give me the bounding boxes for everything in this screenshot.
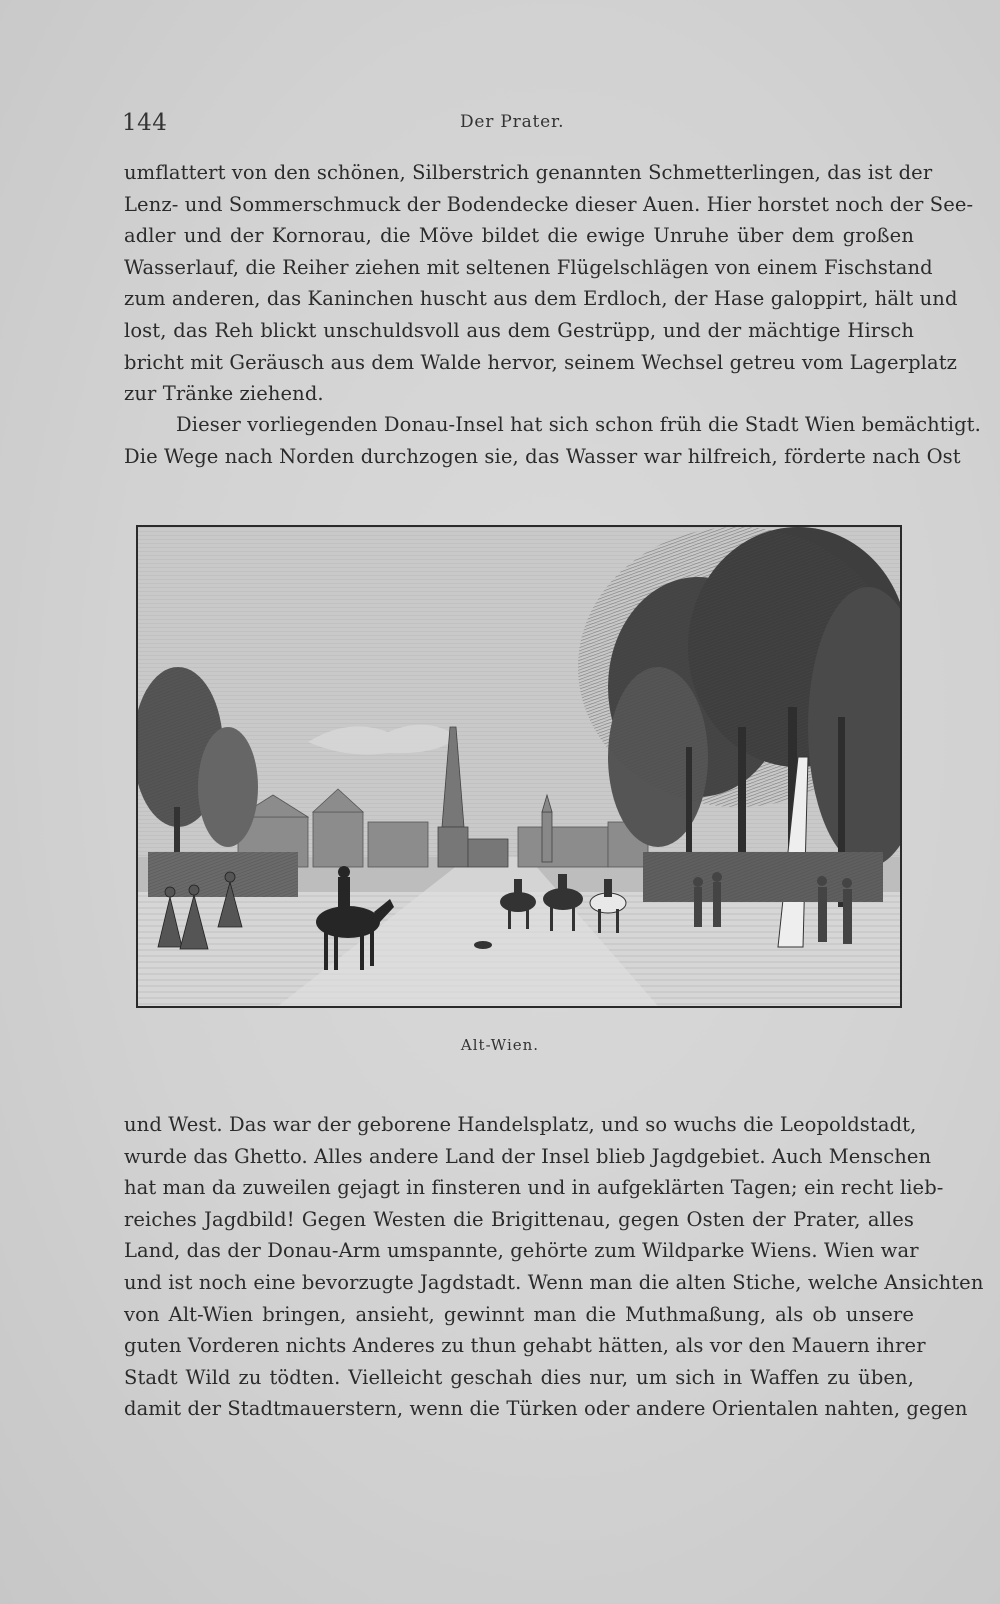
alt-wien-engraving — [138, 527, 900, 1006]
text-line: wurde das Ghetto. Alles andere Land der Insel blieb Jagdgebiet. Auch Menschen — [124, 1144, 932, 1168]
paragraph-middle — [124, 409, 981, 472]
paragraph-top — [124, 157, 974, 410]
text-line: Dieser vorliegenden Donau-Insel hat sich schon früh die Stadt Wien bemächtigt. — [176, 413, 981, 436]
text-line: guten Vorderen nichts Anderes zu thun gehabt hätten, als vor den Mauern ihrer — [124, 1334, 926, 1358]
text-line: Stadt Wild zu tödten. Vielleicht geschah dies nur, um sich in Waffen zu üben, — [124, 1365, 914, 1389]
running-head: Der Prater. — [460, 112, 565, 132]
text-line: bricht mit Geräusch aus dem Walde hervor, seinem Wechsel getreu vom Lagerplatz — [124, 350, 958, 374]
text-line: zum anderen, das Kaninchen huscht aus dem Erdloch, der Hase galoppirt, hält und — [124, 287, 958, 311]
text-line: und West. Das war der geborene Handelsplatz, und so wuchs die Leopoldstadt, — [124, 1113, 917, 1136]
text-line: Lenz- und Sommerschmuck der Bodendecke dieser Auen. Hier horstet noch der See- — [124, 192, 974, 216]
text-line: reiches Jagdbild! Gegen Westen die Brigittenau, gegen Osten der Prater, alles — [124, 1207, 914, 1231]
text-line: damit der Stadtmauerstern, wenn die Türken oder andere Orientalen nahten, gegen — [124, 1397, 968, 1421]
paragraph-bottom — [124, 1109, 984, 1425]
text-line: Wasserlauf, die Reiher ziehen mit seltenen Flügelschlägen von einem Fischstand — [124, 255, 933, 279]
page-number: 144 — [122, 110, 168, 136]
text-line: Land, das der Donau-Arm umspannte, gehörte zum Wildparke Wiens. Wien war — [124, 1239, 919, 1263]
text-line: von Alt-Wien bringen, ansieht, gewinnt man die Muthmaßung, als ob unsere — [124, 1302, 914, 1326]
text-line: umflattert von den schönen, Silberstrich genannten Schmetterlingen, das ist der — [124, 161, 933, 184]
engraving-illustration — [136, 525, 902, 1008]
text-line: zur Tränke ziehend. — [124, 382, 324, 406]
text-line: adler und der Kornorau, die Möve bildet die ewige Unruhe über dem großen — [124, 224, 914, 248]
figure-caption: Alt-Wien. — [460, 1036, 540, 1054]
dog — [474, 941, 492, 949]
text-line: und ist noch eine bevorzugte Jagdstadt. Wenn man die alten Stiche, welche Ansichten — [124, 1270, 984, 1294]
text-line: hat man da zuweilen gejagt in finsteren und in aufgeklärten Tagen; ein recht lieb- — [124, 1176, 944, 1200]
text-line: Die Wege nach Norden durchzogen sie, das Wasser war hilfreich, förderte nach Ost — [124, 444, 961, 468]
text-line: lost, das Reh blickt unschuldsvoll aus dem Gestrüpp, und der mächtige Hirsch — [124, 318, 914, 342]
